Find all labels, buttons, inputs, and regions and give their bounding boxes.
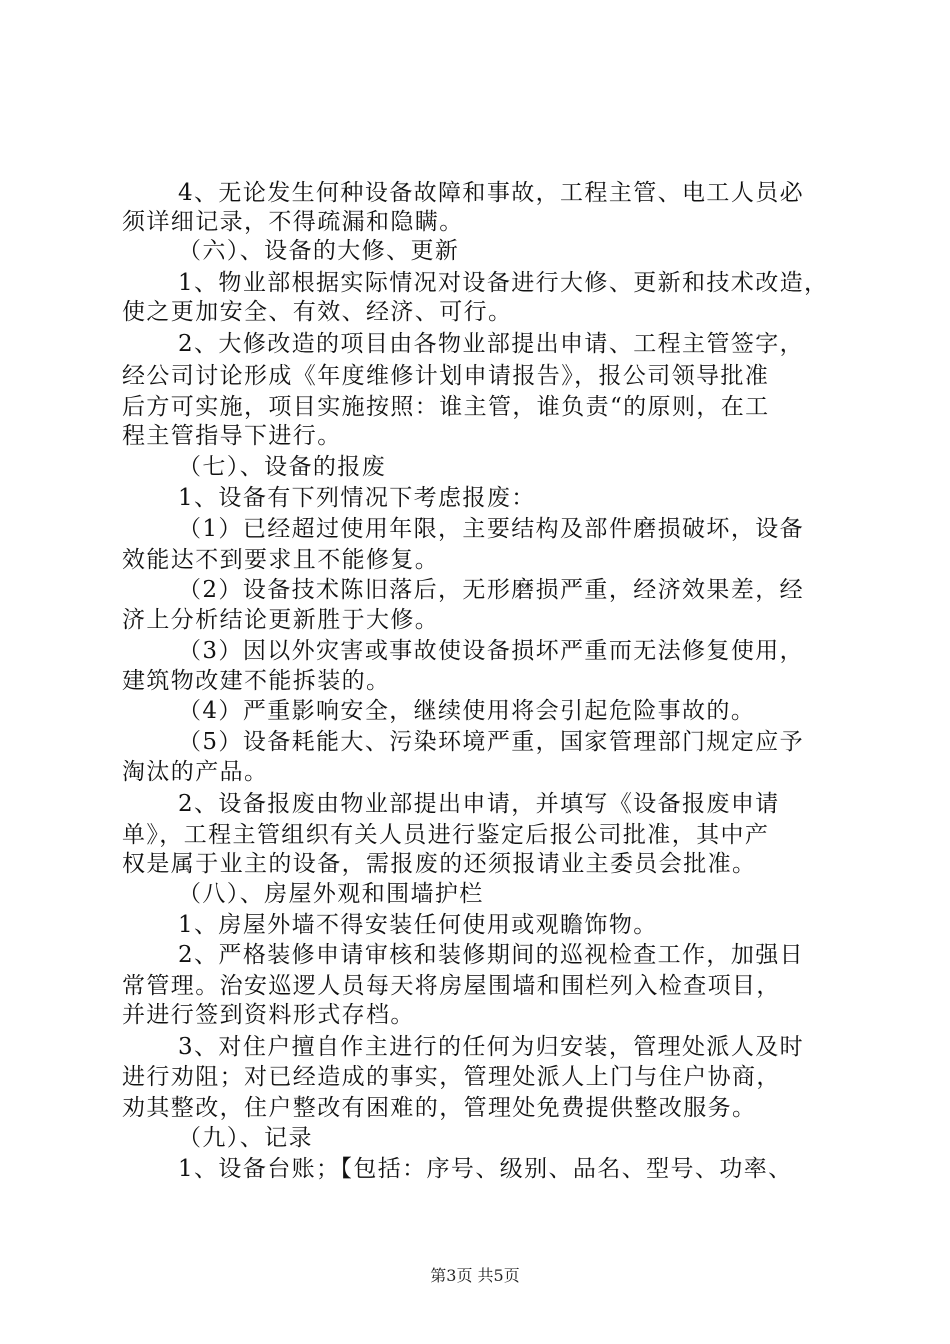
paragraph-line: 程主管指导下进行。 (122, 423, 342, 449)
paragraph-line: 淘汰的产品。 (122, 759, 269, 785)
paragraph-line: 2、严格装修申请审核和装修期间的巡视检查工作，加强日 (178, 942, 805, 968)
paragraph-line: 1、设备有下列情况下考虑报废： (178, 485, 536, 511)
paragraph-line: （4）严重影响安全，继续使用将会引起危险事故的。 (178, 698, 756, 724)
section-heading: （六）、设备的大修、更新 (178, 238, 460, 264)
paragraph-line: （3）因以外灾害或事故使设备损坏严重而无法修复使用， (178, 638, 805, 664)
paragraph-line: 1、物业部根据实际情况对设备进行大修、更新和技术改造， (178, 270, 829, 296)
paragraph-line: 建筑物改建不能拆装的。 (122, 668, 391, 694)
paragraph-line: 权是属于业主的设备，需报废的还须报请业主委员会批准。 (122, 851, 757, 877)
paragraph-line: 1、房屋外墙不得安装任何使用或观瞻饰物。 (178, 912, 658, 938)
paragraph-line: 单》，工程主管组织有关人员进行鉴定后报公司批准，其中产 (122, 822, 770, 848)
section-heading: （九）、记录 (178, 1125, 313, 1151)
paragraph-line: 1、设备台账；【包括：序号、级别、品名、型号、功率、 (178, 1156, 793, 1182)
paragraph-line: （2）设备技术陈旧落后，无形磨损严重，经济效果差，经 (178, 577, 805, 603)
paragraph-line: 须详细记录，不得疏漏和隐瞒。 (122, 209, 464, 235)
paragraph-line: 4、无论发生何种设备故障和事故，工程主管、电工人员必 (178, 180, 805, 206)
section-heading: （八）、房屋外观和围墙护栏 (178, 881, 484, 907)
page-footer: 第3页 共5页 (430, 1266, 520, 1285)
paragraph-line: （1）已经超过使用年限，主要结构及部件磨损破坏，设备 (178, 516, 805, 542)
paragraph-line: 后方可实施，项目实施按照：谁主管，谁负责“的原则，在工 (122, 394, 770, 420)
section-heading: （七）、设备的报废 (178, 454, 387, 480)
paragraph-line: （5）设备耗能大、污染环境严重，国家管理部门规定应予 (178, 729, 805, 755)
paragraph-line: 2、设备报废由物业部提出申请，并填写《设备报废申请 (178, 791, 780, 817)
paragraph-line: 劝其整改，住户整改有困难的，管理处免费提供整改服务。 (122, 1095, 757, 1121)
paragraph-line: 并进行签到资料形式存档。 (122, 1002, 415, 1028)
paragraph-line: 效能达不到要求且不能修复。 (122, 547, 440, 573)
paragraph-line: 3、对住户擅自作主进行的任何为归安装，管理处派人及时 (178, 1034, 805, 1060)
paragraph-line: 2、大修改造的项目由各物业部提出申请、工程主管签字， (178, 331, 805, 357)
paragraph-line: 常管理。治安巡逻人员每天将房屋围墙和围栏列入检查项目， (122, 973, 781, 999)
paragraph-line: 进行劝阻；对已经造成的事实，管理处派人上门与住户协商， (122, 1064, 781, 1090)
paragraph-line: 使之更加安全、有效、经济、可行。 (122, 299, 513, 325)
paragraph-line: 济上分析结论更新胜于大修。 (122, 607, 440, 633)
paragraph-line: 经公司讨论形成《年度维修计划申请报告》，报公司领导批准 (122, 363, 770, 389)
